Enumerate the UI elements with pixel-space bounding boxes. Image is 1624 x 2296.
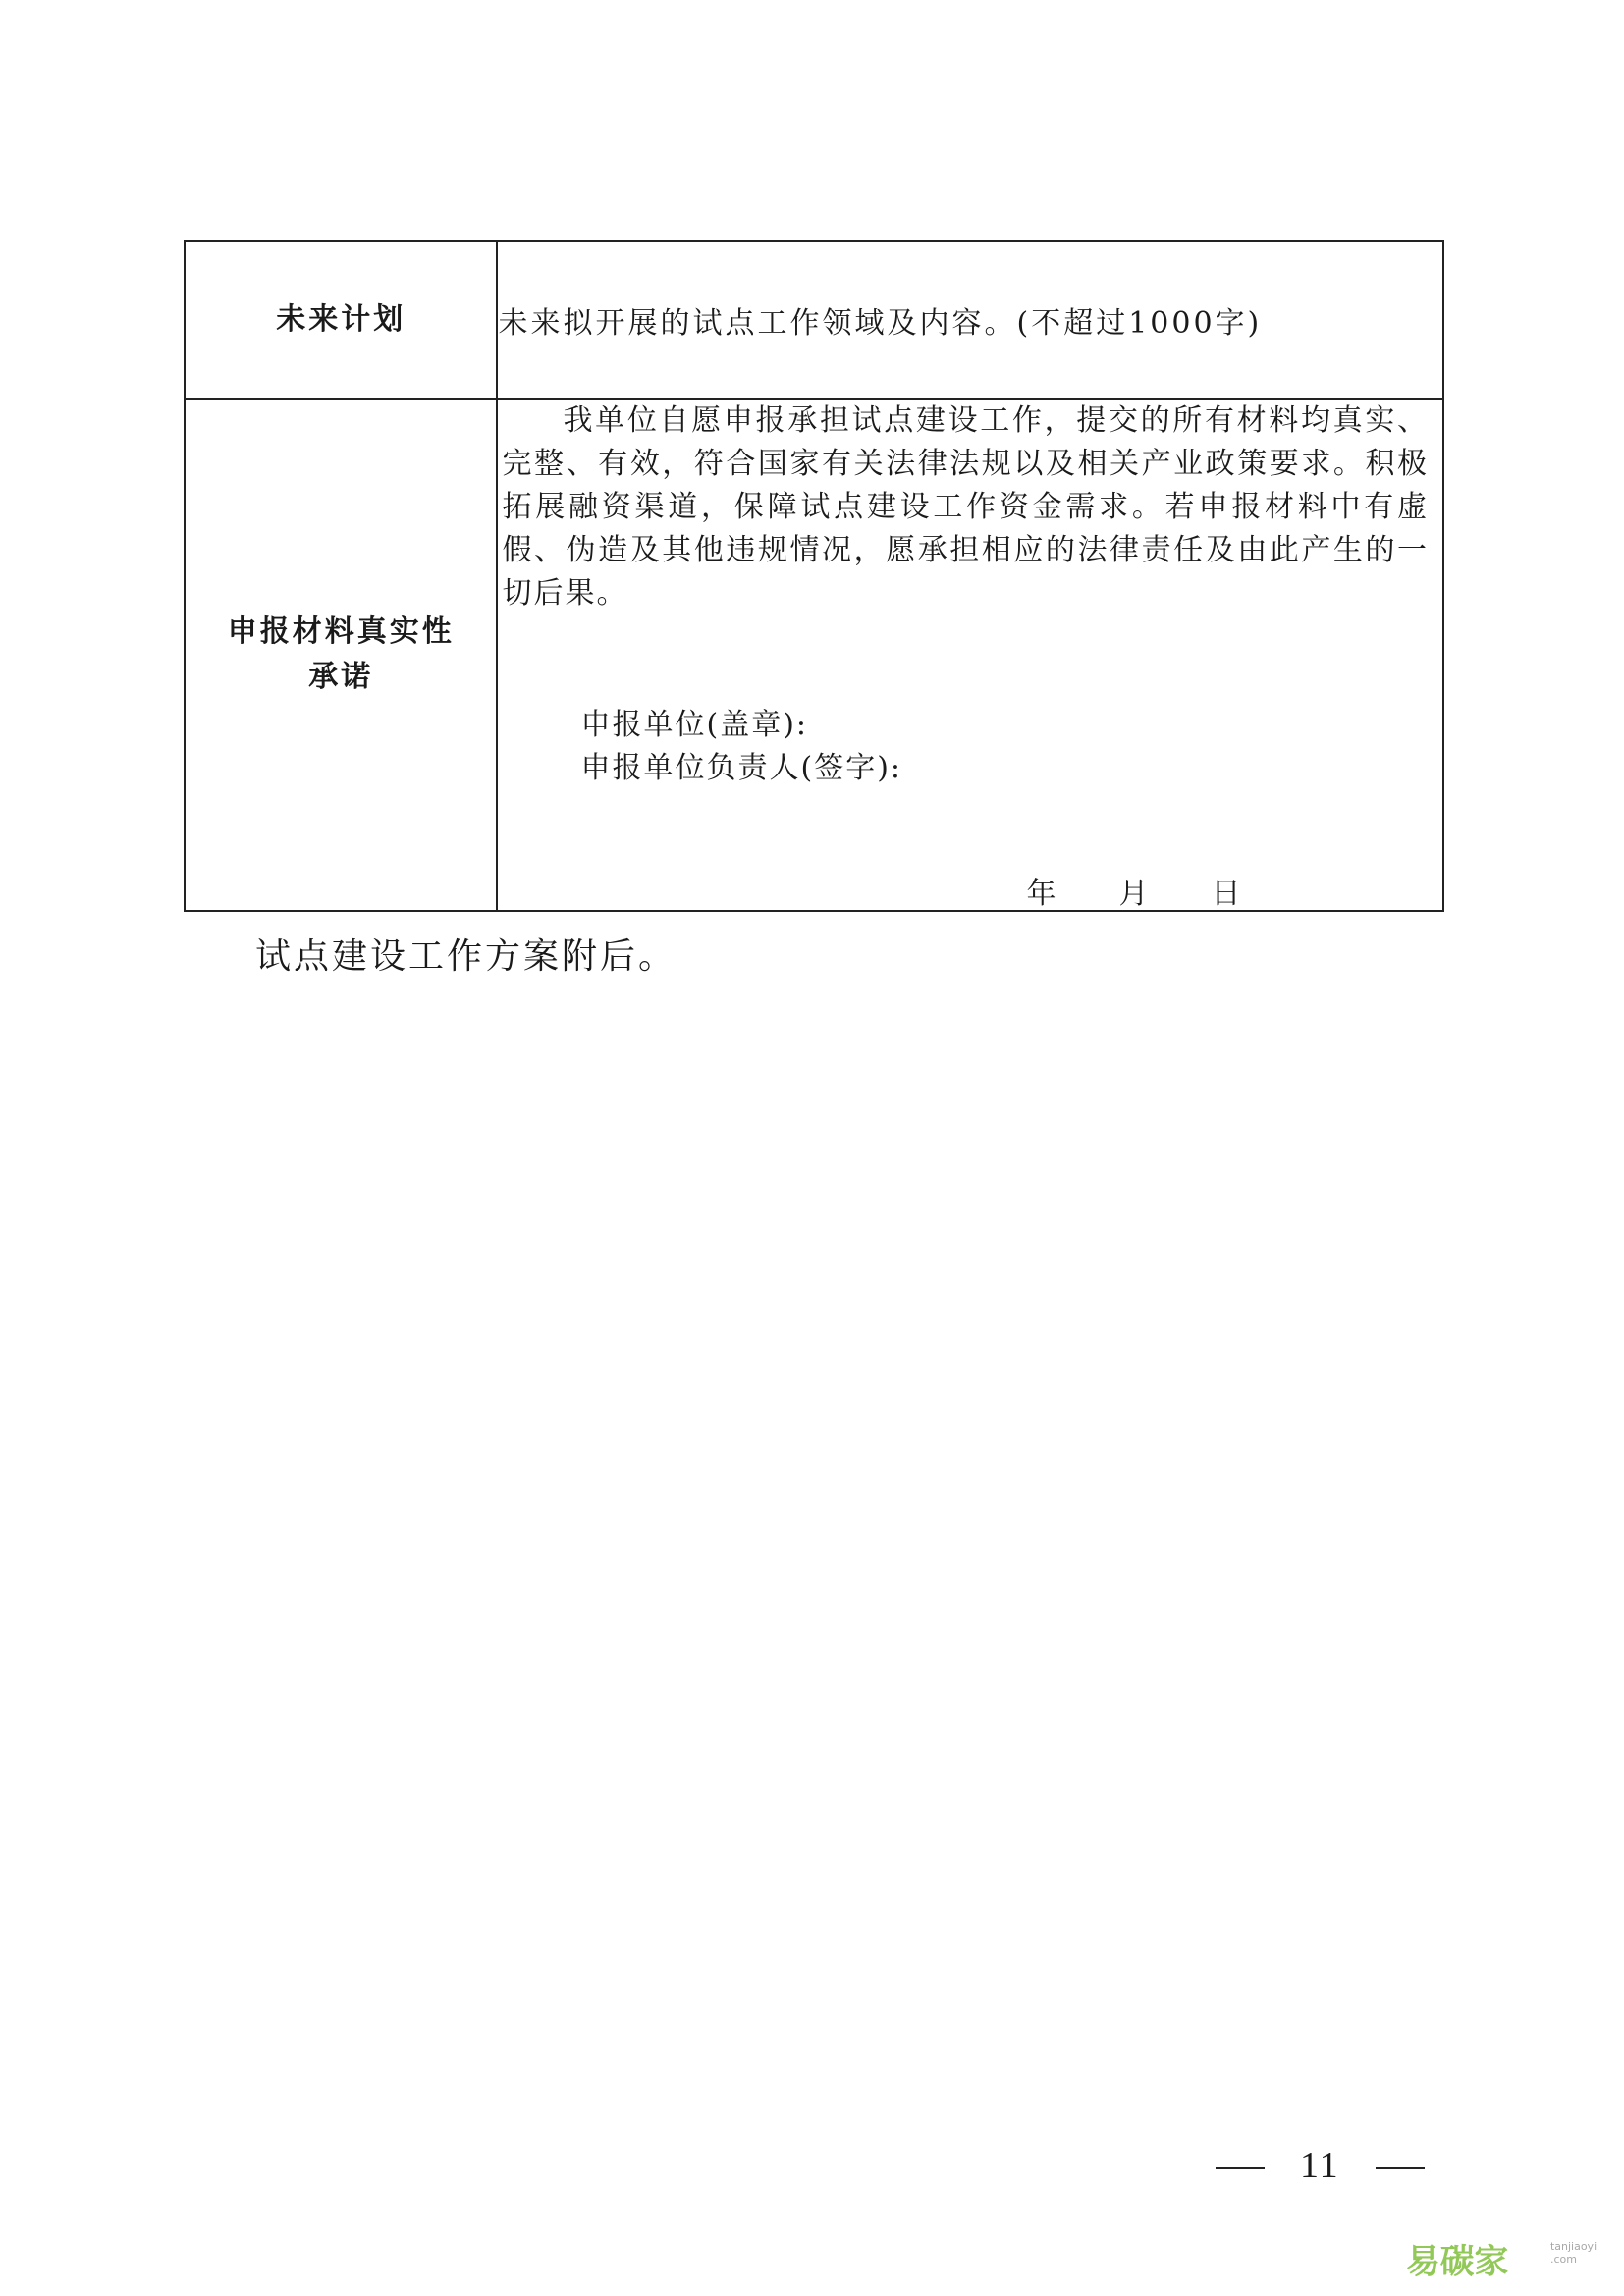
page-number [1216, 2144, 1425, 2187]
watermark-logo [1406, 2240, 1624, 2281]
page-number-dash-left [1216, 2167, 1265, 2169]
date-day: 日 [1211, 877, 1243, 911]
pledge-label-line-2: 承诺 [308, 660, 374, 694]
watermark-brand-text: 易碳家 [1406, 2242, 1509, 2281]
future-plan-content: 未来拟开展的试点工作领域及内容。(不超过1000字) [497, 241, 1443, 399]
date-line [1026, 869, 1242, 912]
pledge-label-line-1: 申报材料真实性 [227, 614, 455, 649]
pledge-statement: 我单位自愿申报承担试点建设工作，提交的所有材料均真实、完整、有效，符合国家有关法律法规以及相关产业政策要求。积极拓展融资渠道，保障试点建设工作资金需求。若申报材料中有虚假、伪造及其他违规情况，愿承担相应的法律责任及由此产生的一切后果。 [502, 403, 1429, 611]
seal-line: 申报单位(盖章): [580, 708, 808, 742]
watermark-site: tanjiaoyi .com [1549, 2240, 1597, 2266]
authenticity-pledge-content [497, 399, 1443, 911]
watermark-brand-icon [1406, 2240, 1548, 2281]
application-form-table [184, 240, 1444, 912]
date-year: 年 [1026, 877, 1058, 911]
page-number-value: 11 [1300, 2145, 1340, 2186]
future-plan-label: 未来计划 [185, 241, 497, 399]
signer-line: 申报单位负责人(签字): [580, 751, 902, 785]
date-month: 月 [1118, 877, 1151, 911]
page-number-dash-right [1376, 2167, 1425, 2169]
authenticity-pledge-row [185, 399, 1443, 911]
authenticity-pledge-label [185, 399, 497, 911]
future-plan-row [185, 241, 1443, 399]
attachment-note: 试点建设工作方案附后。 [255, 936, 677, 977]
signature-block [580, 704, 902, 790]
